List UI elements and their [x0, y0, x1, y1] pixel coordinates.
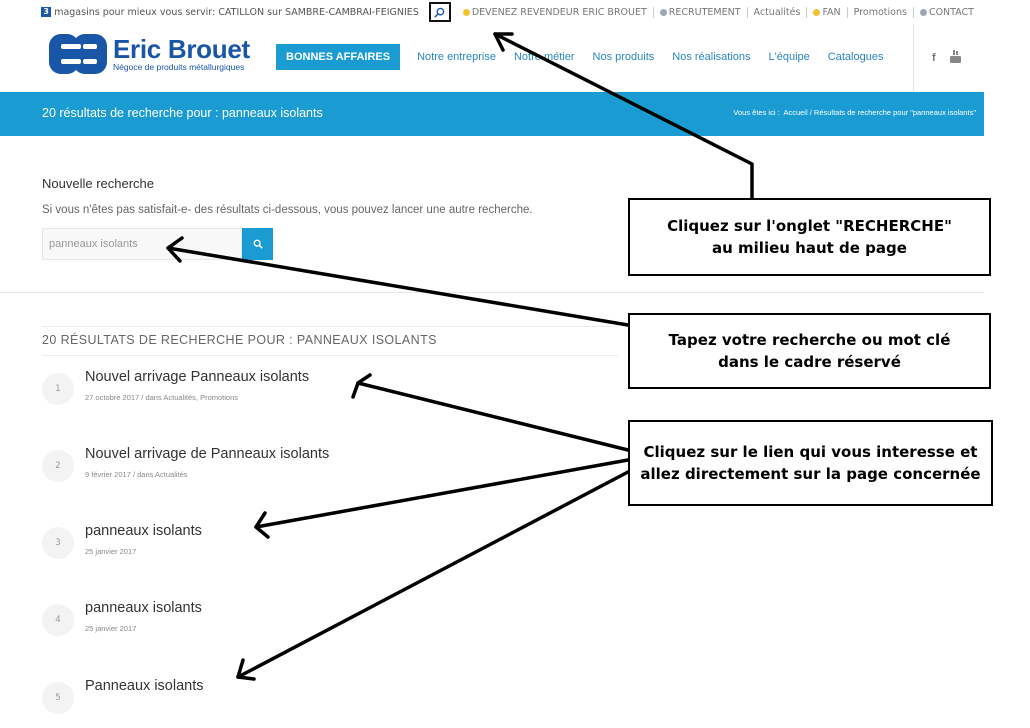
- callout-search-tab: [628, 198, 991, 276]
- search-submit-button[interactable]: [242, 228, 273, 260]
- result-number: 3: [42, 527, 74, 559]
- result-title-link[interactable]: panneaux isolants: [85, 523, 202, 539]
- divider: [42, 326, 618, 327]
- search-result-item: [42, 369, 602, 419]
- callout-text: allez directement sur la page concernée: [640, 465, 981, 483]
- search-result-item: [42, 446, 602, 496]
- result-meta: 9 février 2017 / dans Actualités: [85, 470, 188, 479]
- breadcrumb: [733, 108, 976, 117]
- search-input[interactable]: [42, 228, 242, 260]
- breadcrumb-separator: /: [809, 108, 812, 117]
- results-heading: 20 RÉSULTATS DE RECHERCHE POUR : PANNEAUX ISOLANTS: [42, 333, 437, 347]
- result-meta: 25 janvier 2017: [85, 547, 137, 556]
- mail-icon: [920, 9, 927, 16]
- top-link-revendeur[interactable]: [457, 7, 653, 18]
- top-link-promotions[interactable]: Promotions: [853, 6, 907, 18]
- divider: [913, 24, 914, 92]
- arrow-head: [238, 660, 254, 679]
- store-count-badge: 3: [41, 7, 51, 17]
- star-icon: [463, 9, 470, 16]
- logo-text: [113, 36, 250, 72]
- facebook-icon[interactable]: f: [932, 52, 936, 64]
- top-utility-content: [41, 0, 980, 24]
- search-tab-button[interactable]: [429, 2, 451, 22]
- page-title-band: [0, 92, 984, 136]
- result-title-link[interactable]: Nouvel arrivage de Panneaux isolants: [85, 446, 330, 462]
- callout-click-result: [628, 420, 993, 506]
- social-links: [932, 50, 961, 66]
- callout-type-search: [628, 313, 991, 389]
- logo-mark-icon: [47, 32, 109, 76]
- site-logo[interactable]: [47, 32, 250, 76]
- top-link-recrutement[interactable]: [654, 7, 747, 18]
- top-link-label: FAN: [822, 6, 841, 18]
- result-meta: 25 janvier 2017: [85, 624, 137, 633]
- top-link-contact[interactable]: [914, 7, 980, 18]
- result-number: 2: [42, 450, 74, 482]
- top-link-label: RECRUTEMENT: [668, 6, 741, 18]
- recruitment-icon: [660, 9, 667, 16]
- nav-item-realisations[interactable]: Nos réalisations: [672, 51, 751, 63]
- callout-text: Cliquez sur l'onglet "RECHERCHE": [667, 217, 952, 235]
- nav-item-bonnes-affaires[interactable]: BONNES AFFAIRES: [276, 44, 400, 70]
- callout-text: Cliquez sur le lien qui vous interesse et: [643, 443, 978, 461]
- top-link-label: DEVENEZ REVENDEUR ERIC BROUET: [471, 6, 647, 18]
- nav-item-metier[interactable]: Notre métier: [513, 51, 575, 63]
- callout-text: au milieu haut de page: [712, 239, 907, 257]
- top-link-actualites[interactable]: Actualités: [753, 6, 801, 18]
- breadcrumb-prefix: Vous êtes ici :: [733, 108, 780, 117]
- result-title-link[interactable]: Nouvel arrivage Panneaux isolants: [85, 369, 310, 385]
- result-number: 5: [42, 682, 74, 714]
- search-form: [42, 228, 273, 260]
- fan-icon: [813, 9, 820, 16]
- nav-item-catalogues[interactable]: Catalogues: [827, 51, 884, 63]
- logo-title: Eric Brouet: [113, 34, 250, 64]
- nav-item-produits[interactable]: Nos produits: [592, 51, 655, 63]
- top-link-fan[interactable]: [807, 7, 846, 18]
- callout-text: Tapez votre recherche ou mot clé: [668, 331, 951, 349]
- breadcrumb-home-link[interactable]: Accueil: [783, 108, 808, 117]
- store-info-text: magasins pour mieux vous servir: CATILLON sur SAMBRE-CAMBRAI-FEIGNIES: [54, 6, 419, 18]
- divider: [42, 355, 618, 356]
- top-utility-bar: [0, 0, 1030, 24]
- result-meta: 27 octobre 2017 / dans Actualités, Promotions: [85, 393, 239, 402]
- search-icon: [434, 7, 445, 18]
- breadcrumb-current: Résultats de recherche pour "panneaux isolants": [813, 108, 976, 117]
- nav-item-entreprise[interactable]: Notre entreprise: [417, 51, 496, 63]
- result-title-link[interactable]: Panneaux isolants: [85, 678, 204, 694]
- result-number: 1: [42, 373, 74, 405]
- result-number: 4: [42, 604, 74, 636]
- new-search-description: Si vous n'êtes pas satisfait-e- des résultats ci-dessous, vous pouvez lancer une autre recherche.: [42, 204, 533, 216]
- search-result-item: [42, 600, 602, 650]
- callout-text: dans le cadre réservé: [718, 353, 901, 371]
- main-nav: [276, 44, 892, 70]
- youtube-icon[interactable]: [950, 50, 961, 66]
- divider: [0, 292, 984, 293]
- top-link-label: CONTACT: [928, 6, 974, 18]
- search-icon: [253, 239, 263, 249]
- site-header: [0, 24, 1030, 92]
- search-result-item: [42, 678, 602, 728]
- result-title-link[interactable]: panneaux isolants: [85, 600, 202, 616]
- new-search-title: Nouvelle recherche: [42, 176, 155, 191]
- nav-item-equipe[interactable]: L'équipe: [768, 51, 810, 63]
- page-title: 20 résultats de recherche pour : panneaux isolants: [42, 106, 323, 120]
- search-result-item: [42, 523, 602, 573]
- logo-subtitle: Négoce de produits métallurgiques: [113, 62, 245, 72]
